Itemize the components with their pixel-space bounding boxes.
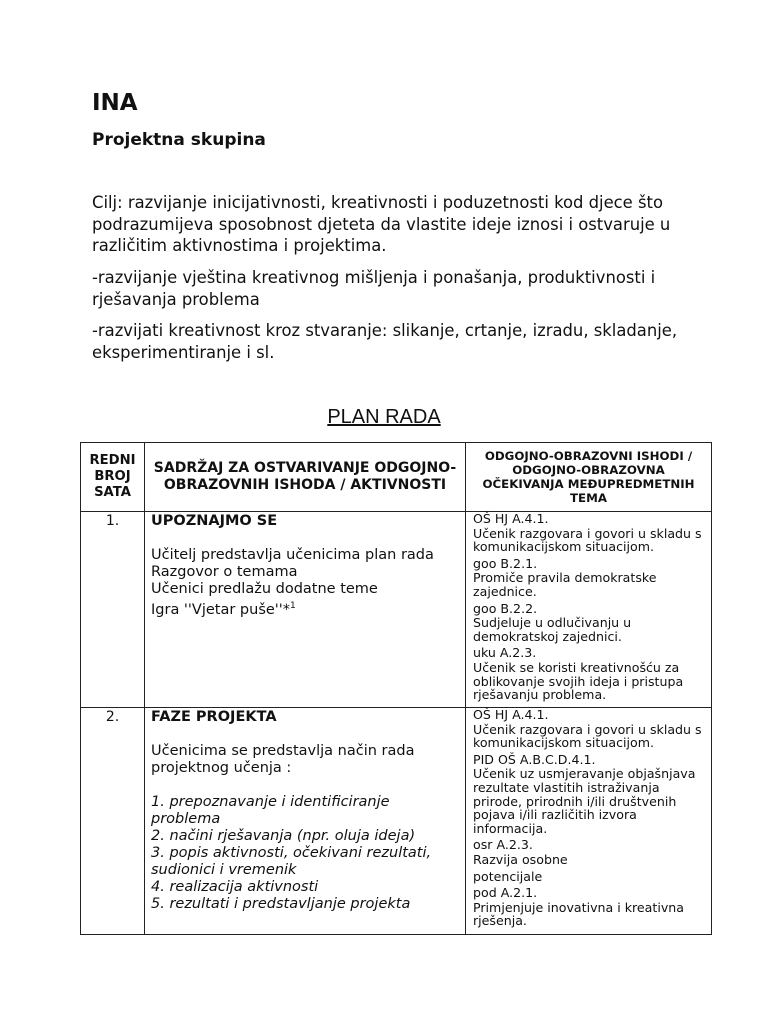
outcome-text: Učenik se koristi kreativnošću za oblikovanje svojih ideja i pristupa rješavanju problema. xyxy=(473,659,684,703)
outcome-code: pod A.2.1. xyxy=(473,885,538,901)
content-line: Učenici predlažu dodatne teme xyxy=(151,581,378,597)
outcome-text: potencijale xyxy=(473,868,543,884)
project-step: 5. rezultati i predstavljanje projekta xyxy=(151,896,411,912)
outcome-code: goo B.2.2. xyxy=(473,600,538,616)
content-intro: Učenicima se predstavlja način rada projektnog učenja : xyxy=(151,743,415,776)
document-subheading: Projektna skupina xyxy=(92,130,266,150)
content-line: Razgovor o temama xyxy=(151,564,298,580)
footnote-mark[interactable]: 1 xyxy=(290,601,296,611)
outcome-code: osr A.2.3. xyxy=(473,837,533,853)
row-content xyxy=(145,512,466,708)
row-title: FAZE PROJEKTA xyxy=(151,709,277,725)
header-outcomes: ODGOJNO-OBRAZOVNI ISHODI / ODGOJNO-OBRAZOVNA OČEKIVANJA MEĐUPREDMETNIH TEMA xyxy=(466,443,712,512)
table-row xyxy=(81,512,712,708)
row-content xyxy=(145,708,466,935)
content-line: Učitelj predstavlja učenicima plan rada xyxy=(151,547,434,563)
outcome-code: uku A.2.3. xyxy=(473,645,537,661)
row-outcomes xyxy=(466,512,712,708)
plan-title: PLAN RADA xyxy=(327,406,441,428)
row-number: 2. xyxy=(81,708,145,935)
row-title: UPOZNAJMO SE xyxy=(151,513,278,529)
project-step: 1. prepoznavanje i identificiranje problema xyxy=(151,794,390,827)
row-number: 1. xyxy=(81,512,145,708)
header-content: SADRŽAJ ZA OSTVARIVANJE ODGOJNO-OBRAZOVNIH ISHODA / AKTIVNOSTI xyxy=(145,443,466,512)
outcome-text: Učenik razgovara i govori u skladu s komunikacijskom situacijom. xyxy=(473,525,702,555)
project-step: 3. popis aktivnosti, očekivani rezultati, sudionici i vremenik xyxy=(151,845,432,878)
document-heading: INA xyxy=(92,90,138,116)
content-line-with-footnote xyxy=(151,598,459,619)
header-lesson-number: REDNI BROJ SATA xyxy=(81,443,145,512)
row-outcomes xyxy=(466,708,712,935)
plan-table xyxy=(80,442,712,935)
goal-bullet-2: -razvijati kreativnost kroz stvaranje: slikanje, crtanje, izradu, skladanje, eksperimentiranje i sl. xyxy=(92,321,678,362)
content-line: Igra ''Vjetar puše''* xyxy=(151,601,291,618)
outcome-text: Sudjeluje u odlučivanju u demokratskoj zajednici. xyxy=(473,615,632,644)
outcome-code: goo B.2.1. xyxy=(473,555,538,571)
table-header-row xyxy=(81,443,712,512)
outcome-text: Učenik razgovara i govori u skladu s komunikacijskom situacijom. xyxy=(473,721,702,751)
outcome-text: Razvija osobne xyxy=(473,851,568,867)
outcome-text: Učenik uz usmjeravanje objašnjava rezultate vlastitih istraživanja prirode, prirodnih i/ili društvenih pojava i/ili različitih izvora informacija. xyxy=(473,766,696,836)
goal-bullet-1: -razvijanje vještina kreativnog mišljenja i ponašanja, produktivnosti i rješavanja problema xyxy=(92,268,656,309)
outcome-code: OŠ HJ A.4.1. xyxy=(473,707,549,722)
outcome-text: Primjenjuje inovativna i kreativna rješenja. xyxy=(473,899,684,929)
outcome-code: PID OŠ A.B.C.D.4.1. xyxy=(473,751,596,767)
project-step: 2. načini rješavanja (npr. oluja ideja) xyxy=(151,828,416,844)
outcome-code: OŠ HJ A.4.1. xyxy=(473,511,549,526)
goal-paragraph: Cilj: razvijanje inicijativnosti, kreativnosti i poduzetnosti kod djece što podrazumijeva sposobnost djeteta da vlastite ideje iznosi i ostvaruje u različitim aktivnostima i projektima. xyxy=(92,193,671,255)
table-row xyxy=(81,708,712,935)
project-step: 4. realizacija aktivnosti xyxy=(151,879,319,895)
outcome-text: Promiče pravila demokratske zajednice. xyxy=(473,570,657,599)
